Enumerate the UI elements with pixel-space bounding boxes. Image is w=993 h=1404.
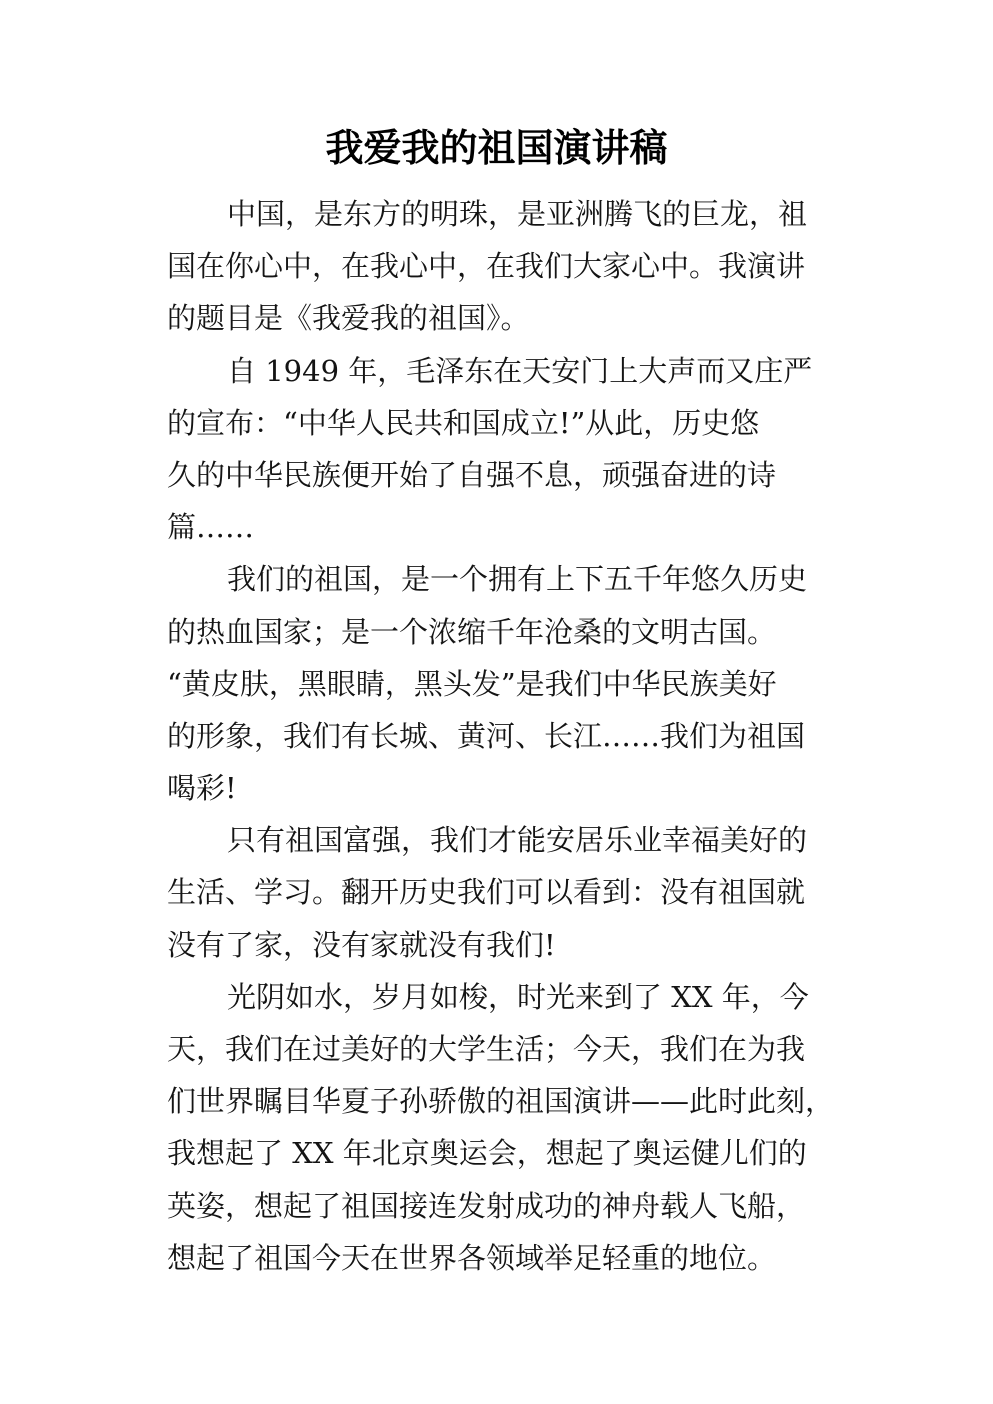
paragraph-line: 英姿，想起了祖国接连发射成功的神舟载人飞船， (167, 1188, 806, 1223)
paragraph-line: 自 1949 年，毛泽东在天安门上大声而又庄严 (227, 353, 813, 388)
paragraph-line: 天，我们在过美好的大学生活；今天，我们在为我 (167, 1032, 806, 1066)
paragraph-line: 没有了家，没有家就没有我们! (167, 927, 556, 962)
paragraph-line: “黄皮肤，黑眼睛，黑头发”是我们中华民族美好 (167, 666, 777, 701)
paragraph-line: 喝彩! (167, 771, 237, 806)
paragraph-line: 我们的祖国，是一个拥有上下五千年悠久历史 (227, 562, 808, 597)
paragraph-line: 生活、学习。翻开历史我们可以看到：没有祖国就 (167, 875, 806, 910)
paragraph-2 (167, 345, 847, 554)
paragraph-line: 国在你心中，在我心中，在我们大家心中。我演讲 (167, 249, 806, 284)
paragraph-line: 光阴如水，岁月如梭，时光来到了 XX 年，今 (227, 979, 809, 1014)
paragraph-line: 们世界瞩目华夏子孙骄傲的祖国演讲——此时此刻， (167, 1084, 835, 1119)
paragraph-line: 我想起了 XX 年北京奥运会，想起了奥运健儿们的 (167, 1136, 807, 1171)
paragraph-line: 久的中华民族便开始了自强不息，顽强奋进的诗 (167, 457, 777, 492)
paragraph-line: 的宣布：“中华人民共和国成立!”从此，历史悠 (167, 405, 760, 440)
paragraph-line: 的热血国家；是一个浓缩千年沧桑的文明古国。 (167, 614, 777, 649)
paragraph-4 (167, 814, 847, 971)
paragraph-line: 只有祖国富强，我们才能安居乐业幸福美好的 (227, 823, 808, 858)
paragraph-1 (167, 188, 847, 345)
paragraph-line: 想起了祖国今天在世界各领域举足轻重的地位。 (167, 1240, 777, 1275)
paragraph-line: 中国，是东方的明珠，是亚洲腾飞的巨龙，祖 (227, 197, 808, 231)
paragraph-line: 篇…… (167, 510, 255, 545)
paragraph-5 (167, 971, 847, 1284)
paragraph-line: 的形象，我们有长城、黄河、长江……我们为祖国 (167, 718, 806, 753)
paragraph-3 (167, 553, 847, 814)
document-title: 我爱我的祖国演讲稿 (325, 126, 668, 170)
document-body (167, 188, 847, 1284)
paragraph-line: 的题目是《我爱我的祖国》。 (167, 301, 530, 336)
